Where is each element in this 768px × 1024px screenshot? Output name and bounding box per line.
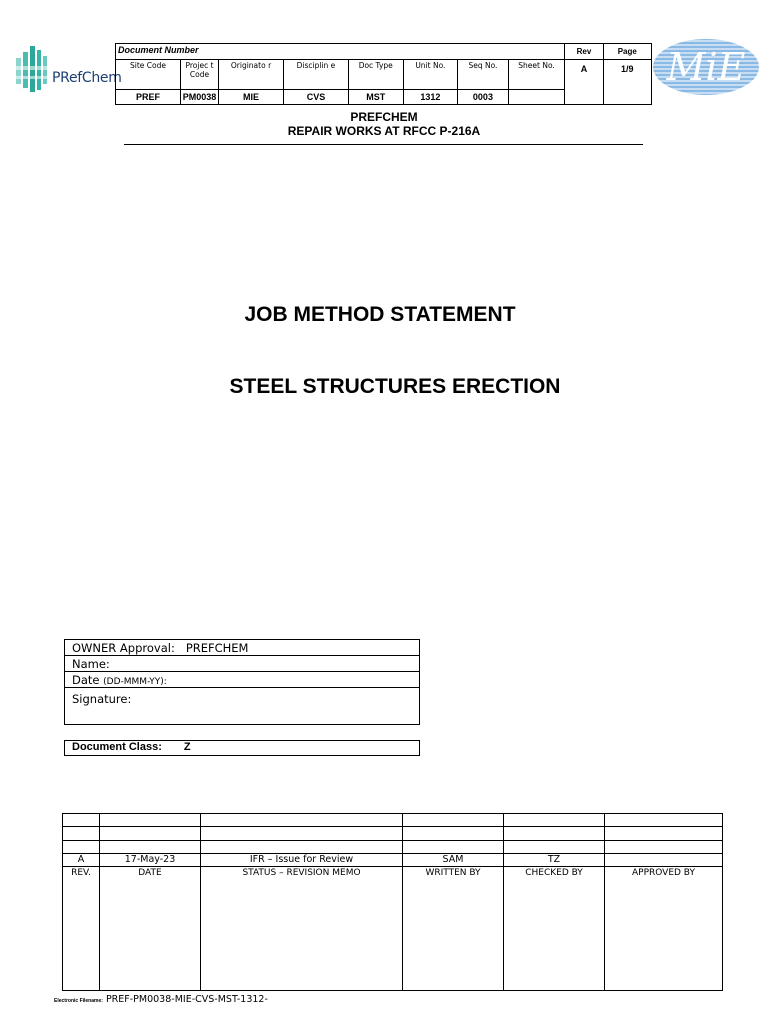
- svg-text:MiE: MiE: [666, 45, 746, 89]
- electronic-filename: [54, 994, 268, 1005]
- discipline-value: CVS: [284, 90, 349, 105]
- electronic-filename-label: Electronic Filename:: [54, 998, 103, 1004]
- revision-rev: A: [63, 853, 100, 866]
- document-subtitle: STEEL STRUCTURES ERECTION: [229, 375, 561, 398]
- document-class-box: [64, 740, 420, 756]
- project-code-label: Projec t Code: [180, 60, 218, 90]
- status-column-header: STATUS – REVISION MEMO: [201, 867, 403, 991]
- owner-approval-value: PREFCHEM: [185, 640, 249, 655]
- document-class-value: Z: [183, 741, 191, 753]
- company-name: PREFCHEM: [350, 110, 418, 124]
- checked-by-column-header: CHECKED BY: [504, 867, 605, 991]
- revision-date: 17-May-23: [100, 853, 201, 866]
- owner-name-label: Name:: [65, 656, 420, 672]
- revision-header-row: [63, 867, 723, 991]
- owner-date-row: [65, 672, 420, 688]
- seq-no-label: Seq No.: [458, 60, 509, 90]
- unit-no-value: 1312: [403, 90, 458, 105]
- site-code-value: PREF: [116, 90, 181, 105]
- document-title: JOB METHOD STATEMENT: [244, 303, 516, 326]
- company-header: [0, 110, 768, 138]
- doc-type-value: MST: [348, 90, 403, 105]
- approved-by-column-header: APPROVED BY: [605, 867, 723, 991]
- rev-value: A: [565, 60, 603, 105]
- page-value: 1/9: [603, 60, 652, 105]
- revision-written-by: SAM: [403, 853, 504, 866]
- owner-approval-label: OWNER Approval:: [72, 640, 175, 655]
- document-number-title: Document Number: [116, 44, 565, 60]
- mie-logo: [652, 38, 760, 96]
- originator-value: MIE: [219, 90, 284, 105]
- sheet-no-value: [508, 90, 565, 105]
- electronic-filename-value: PREF-PM0038-MIE-CVS-MST-1312-: [105, 994, 268, 1005]
- revision-row: [63, 853, 723, 866]
- doc-type-label: Doc Type: [348, 60, 403, 90]
- revision-approved-by: [605, 853, 723, 866]
- revision-empty-row: [63, 840, 723, 853]
- page-header: Page: [603, 44, 652, 60]
- revision-table: [62, 813, 723, 991]
- sheet-no-label: Sheet No.: [508, 60, 565, 90]
- prefchem-logo: [12, 42, 122, 98]
- seq-no-value: 0003: [458, 90, 509, 105]
- prefchem-logo-mark-icon: [12, 44, 52, 96]
- revision-empty-row: [63, 814, 723, 827]
- revision-checked-by: TZ: [504, 853, 605, 866]
- mie-logo-icon: [652, 38, 760, 96]
- rev-column-header: REV.: [63, 867, 100, 991]
- document-class-label: Document Class:: [72, 741, 162, 753]
- discipline-label: Disciplin e: [284, 60, 349, 90]
- revision-status: IFR – Issue for Review: [201, 853, 403, 866]
- prefchem-logo-text: PRefChem: [52, 70, 122, 86]
- rev-header: Rev: [565, 44, 603, 60]
- unit-no-label: Unit No.: [403, 60, 458, 90]
- owner-approval-table: [64, 639, 420, 725]
- site-code-label: Site Code: [116, 60, 181, 90]
- revision-empty-row: [63, 827, 723, 840]
- owner-date-label: Date: [72, 672, 100, 687]
- owner-approval-row: [65, 640, 420, 656]
- document-number-table: [115, 43, 652, 105]
- originator-label: Originato r: [219, 60, 284, 90]
- date-column-header: DATE: [100, 867, 201, 991]
- project-code-value: PM0038: [180, 90, 218, 105]
- written-by-column-header: WRITTEN BY: [403, 867, 504, 991]
- owner-signature-label: Signature:: [65, 688, 420, 725]
- header-divider: [124, 144, 643, 145]
- project-name: REPAIR WORKS AT RFCC P-216A: [287, 124, 481, 138]
- owner-date-hint: (DD-MMM-YY):: [103, 676, 167, 687]
